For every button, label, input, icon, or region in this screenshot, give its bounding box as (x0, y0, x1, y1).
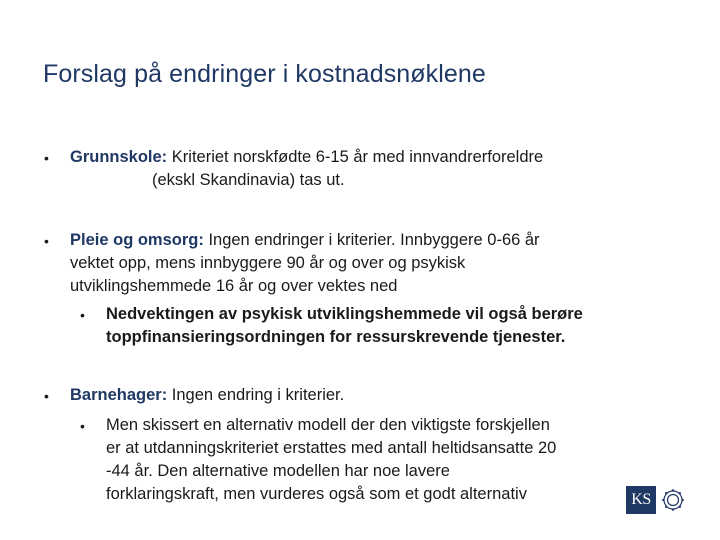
bullet-3-sub-line-2: er at utdanningskriteriet erstattes med antall heltidsansatte 20 (106, 439, 557, 457)
ks-logo (626, 483, 690, 517)
bullet-marker: • (44, 150, 49, 166)
bullet-3-sub-line-3: -44 år. Den alternative modellen har noe lavere (106, 462, 450, 480)
bullet-2-heading: Pleie og omsorg: (70, 231, 204, 249)
bullet-2-line-1 (70, 230, 540, 250)
seal-icon (661, 488, 685, 512)
ks-logo-mark: KS (626, 486, 656, 514)
bullet-1-line-1 (70, 147, 543, 167)
bullet-2-sub-line-1: Nedvektingen av psykisk utviklingshemmede vil også berøre (106, 305, 583, 323)
bullet-1-line-2: (ekskl Skandinavia) tas ut. (152, 171, 345, 189)
bullet-3-text-1: Ingen endring i kriterier. (167, 386, 345, 404)
bullet-1-text-1: Kriteriet norskfødte 6-15 år med innvandrerforeldre (167, 148, 544, 166)
slide-title: Forslag på endringer i kostnadsnøklene (43, 60, 486, 88)
sub-bullet-marker: • (80, 307, 85, 323)
bullet-marker: • (44, 388, 49, 404)
bullet-2-text-1: Ingen endringer i kriterier. Innbyggere 0-66 år (203, 231, 540, 249)
bullet-marker: • (44, 233, 49, 249)
bullet-1-heading: Grunnskole: (70, 148, 168, 166)
sub-bullet-marker: • (80, 418, 85, 434)
bullet-2-sub-line-2: toppfinansieringsordningen for ressurskrevende tjenester. (106, 328, 566, 346)
bullet-2-line-2: vektet opp, mens innbyggere 90 år og over og psykisk (70, 254, 466, 272)
bullet-3-heading: Barnehager: (70, 386, 168, 404)
bullet-3-sub-line-4: forklaringskraft, men vurderes også som et godt alternativ (106, 485, 527, 503)
bullet-3-line-1 (70, 385, 344, 405)
bullet-2-line-3: utviklingshemmede 16 år og over vektes ned (70, 277, 398, 295)
bullet-3-sub-line-1: Men skissert en alternativ modell der den viktigste forskjellen (106, 416, 550, 434)
